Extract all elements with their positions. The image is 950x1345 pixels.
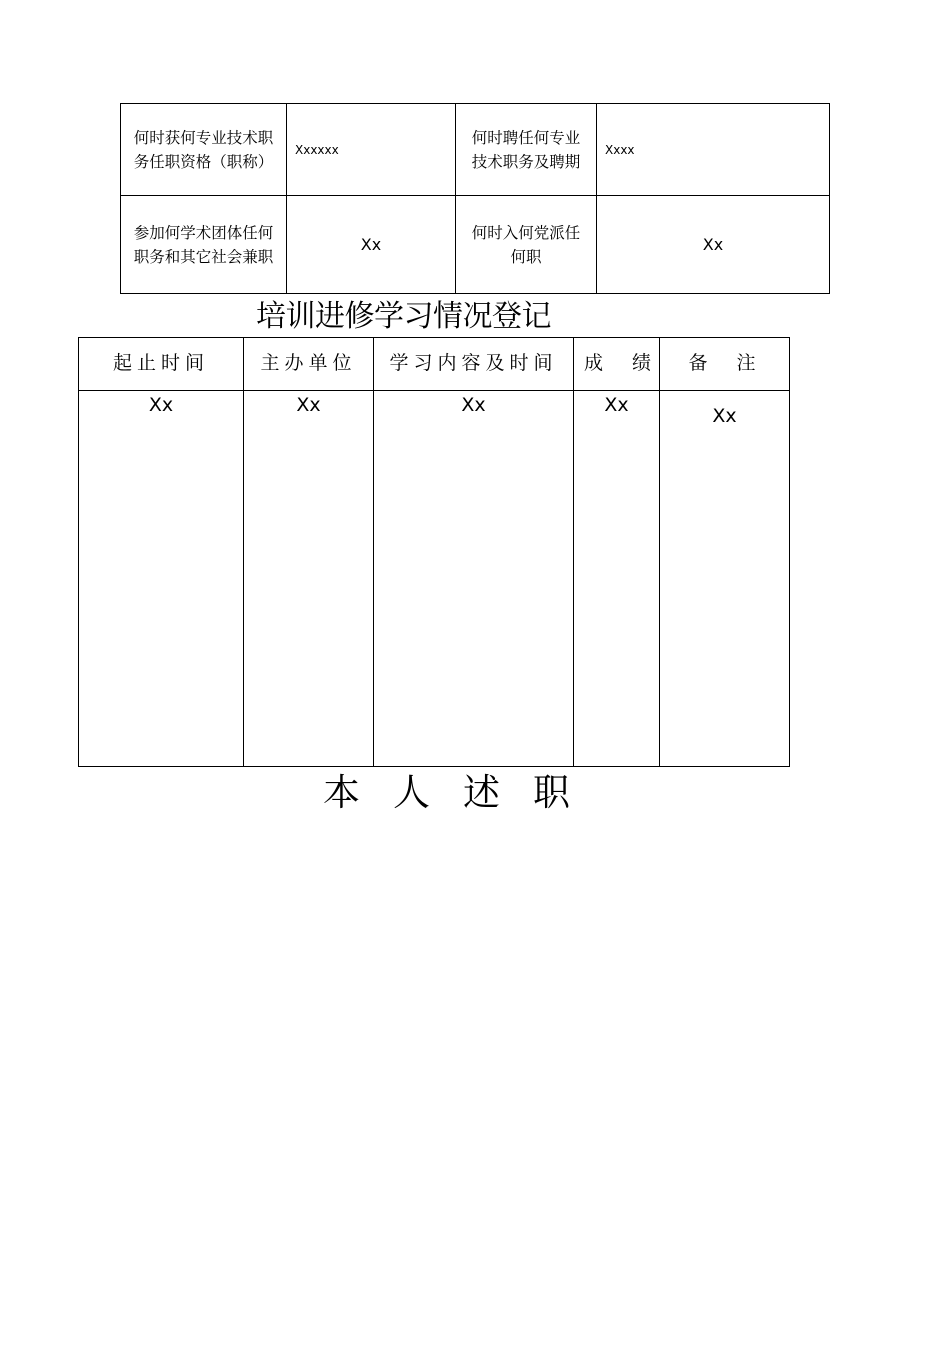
table-row — [79, 391, 790, 767]
header-content: 学习内容及时间 — [374, 338, 574, 391]
party-membership-value: Xx — [597, 196, 830, 294]
cell-content: Xx — [374, 391, 574, 767]
header-organizer: 主办单位 — [244, 338, 374, 391]
table-header-row — [79, 338, 790, 391]
statement-title-char: 人 — [393, 771, 430, 814]
party-membership-label: 何时入何党派任何职 — [456, 196, 597, 294]
cell-period: Xx — [79, 391, 244, 767]
cell-score: Xx — [574, 391, 660, 767]
appointment-value: Xxxx — [597, 104, 830, 196]
training-section-title: 培训进修学习情况登记 — [256, 299, 551, 334]
title-qualification-value: Xxxxxx — [287, 104, 456, 196]
appointment-label: 何时聘任何专业技术职务及聘期 — [456, 104, 597, 196]
table-row — [121, 104, 830, 196]
table-row — [121, 196, 830, 294]
professional-info-table — [120, 103, 830, 294]
header-period: 起止时间 — [79, 338, 244, 391]
statement-title-char: 述 — [463, 771, 500, 814]
header-score: 成 绩 — [574, 338, 660, 391]
cell-organizer: Xx — [244, 391, 374, 767]
statement-title-char: 本 — [323, 771, 360, 814]
title-qualification-label: 何时获何专业技术职务任职资格（职称） — [121, 104, 287, 196]
academic-society-label: 参加何学术团体任何职务和其它社会兼职 — [121, 196, 287, 294]
training-table — [78, 337, 790, 767]
cell-remarks: Xx — [660, 391, 790, 767]
header-remarks: 备 注 — [660, 338, 790, 391]
academic-society-value: Xx — [287, 196, 456, 294]
statement-title-char: 职 — [533, 771, 570, 814]
statement-section-title — [323, 770, 570, 816]
